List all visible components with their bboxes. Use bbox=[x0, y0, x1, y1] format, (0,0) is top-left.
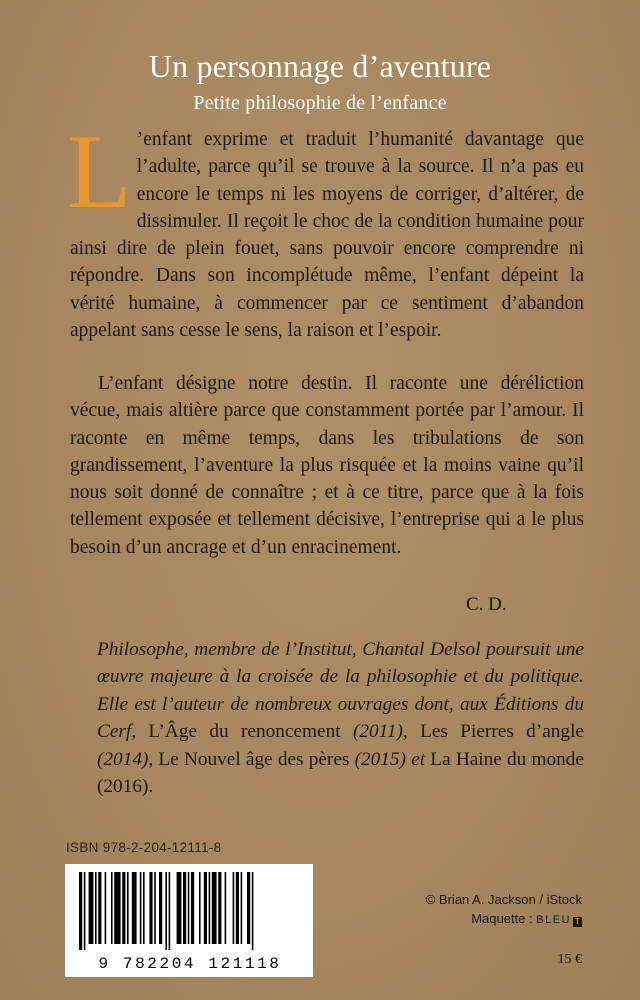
bleu-logo-mark: T bbox=[573, 917, 582, 927]
bio-book-1: L’Âge du renoncement bbox=[148, 721, 341, 743]
barcode-bar bbox=[199, 872, 201, 944]
barcode-bar bbox=[159, 872, 162, 944]
barcode-bar bbox=[177, 872, 182, 944]
bio-conjunction: et bbox=[411, 748, 426, 770]
barcode-bars bbox=[79, 872, 299, 950]
barcode-bar bbox=[132, 872, 137, 944]
barcode-bar bbox=[188, 872, 190, 944]
barcode-bar bbox=[95, 872, 97, 944]
barcode-bar bbox=[79, 872, 82, 950]
isbn: ISBN 978-2-204-12111-8 bbox=[66, 840, 222, 855]
barcode-bar bbox=[233, 872, 235, 944]
paragraph-2: L’enfant désigne notre destin. Il raconte une déréliction vécue, mais altière parce que constamment portée par l’amour. Il raconte en même temps, dans les tribulations de son grandissement, l’aventure la plus risquée et la moins vaine qu’il nous soit donné de connaître ; et à ce titre, parce que à la fois tellement exposée et tellement décisive, l’entreprise qui a le plus besoin d’un ancrage et d’un enracinement. bbox=[70, 373, 584, 558]
credits bbox=[426, 890, 582, 930]
barcode-bar bbox=[105, 872, 107, 944]
bio-year-3: (2015) bbox=[354, 748, 406, 770]
barcode-bar bbox=[114, 872, 120, 944]
drop-cap: L bbox=[67, 113, 132, 230]
barcode-bar bbox=[89, 872, 94, 944]
bio-book-2: Les Pierres d’angle bbox=[420, 721, 584, 743]
barcode-bar bbox=[165, 872, 167, 950]
author-bio: Philosophe, membre de l’Institut, Chantal Delsol poursuit une œuvre majeure à la croisée de la philosophie et du politique. Elle est l’auteur de nombreux ouvrages dont, aux Éditions du Cerf, L’Âge du renoncement (2011), Les Pierres d’angle (2014), Le Nouvel âge des pères (2015) et La Haine du monde (2016). bbox=[97, 639, 584, 798]
maquette-credit bbox=[426, 909, 582, 930]
maquette-label: Maquette : bbox=[471, 911, 533, 926]
barcode-bar bbox=[209, 872, 211, 944]
barcode-bar bbox=[149, 872, 152, 944]
barcode-bar bbox=[204, 872, 207, 944]
bio-year-1: (2011) bbox=[352, 721, 403, 743]
photo-credit: © Brian A. Jackson / iStock bbox=[425, 892, 582, 907]
barcode-bar bbox=[154, 872, 156, 944]
bio-book-3: Le Nouvel âge des pères bbox=[158, 748, 350, 770]
barcode-bar bbox=[191, 872, 194, 944]
paragraph-1-text: ’enfant exprime et traduit l’humanité davantage que l’adulte, parce qu’il se trouve à la source. Il n’a pas eu encore le temps ni les moyens de corriger, d’altérer, de dissimuler. Il reçoit le choc de la condition humaine pour ainsi dire de plein fouet, sans pouvoir encore comprendre ni répondre. Dans son incomplétude même, l’enfant dépeint la vérité humaine, à commencer par ce sentiment d’abandon appelant sans cesse le sens, la raison et l’espoir. bbox=[70, 129, 584, 342]
bio-intro: Philosophe, membre de l’Institut, Chantal Delsol poursuit une œuvre majeure à la croisée de la philosophie et du politique. Elle est l’auteur de nombreux ouvrages dont, aux Éditions du Cerf, bbox=[97, 639, 584, 743]
paragraph-1 bbox=[67, 113, 584, 344]
barcode-bar bbox=[236, 872, 239, 944]
barcode-number: 9 782204 121118 bbox=[98, 955, 282, 973]
barcode-bar bbox=[143, 872, 145, 944]
barcode-bar bbox=[247, 872, 250, 944]
bio-year-2: (2014) bbox=[97, 748, 149, 770]
price: 15 € bbox=[557, 952, 582, 967]
barcode-bar bbox=[98, 872, 101, 944]
barcode-bar bbox=[127, 872, 129, 944]
barcode-bar bbox=[84, 872, 86, 950]
bio-book-4: La Haine du monde bbox=[430, 748, 584, 770]
barcode-bar bbox=[122, 872, 125, 944]
barcode-bar bbox=[111, 872, 113, 944]
barcode-bar bbox=[140, 872, 142, 944]
barcode-bar bbox=[252, 872, 254, 950]
signature: C. D. bbox=[466, 594, 507, 615]
bleu-logo: BLEU bbox=[536, 914, 571, 926]
book-title: Un personnage d’aventure bbox=[148, 48, 492, 84]
book-subtitle: Petite philosophie de l’enfance bbox=[193, 92, 447, 114]
barcode-bar bbox=[225, 872, 227, 944]
barcode-bar bbox=[212, 872, 217, 944]
bio-year-4: (2016) bbox=[97, 776, 149, 798]
barcode-bar bbox=[241, 872, 243, 944]
barcode-bar bbox=[183, 872, 186, 944]
barcode-bar bbox=[169, 872, 171, 950]
barcode bbox=[65, 864, 313, 977]
barcode-bar bbox=[218, 872, 221, 944]
